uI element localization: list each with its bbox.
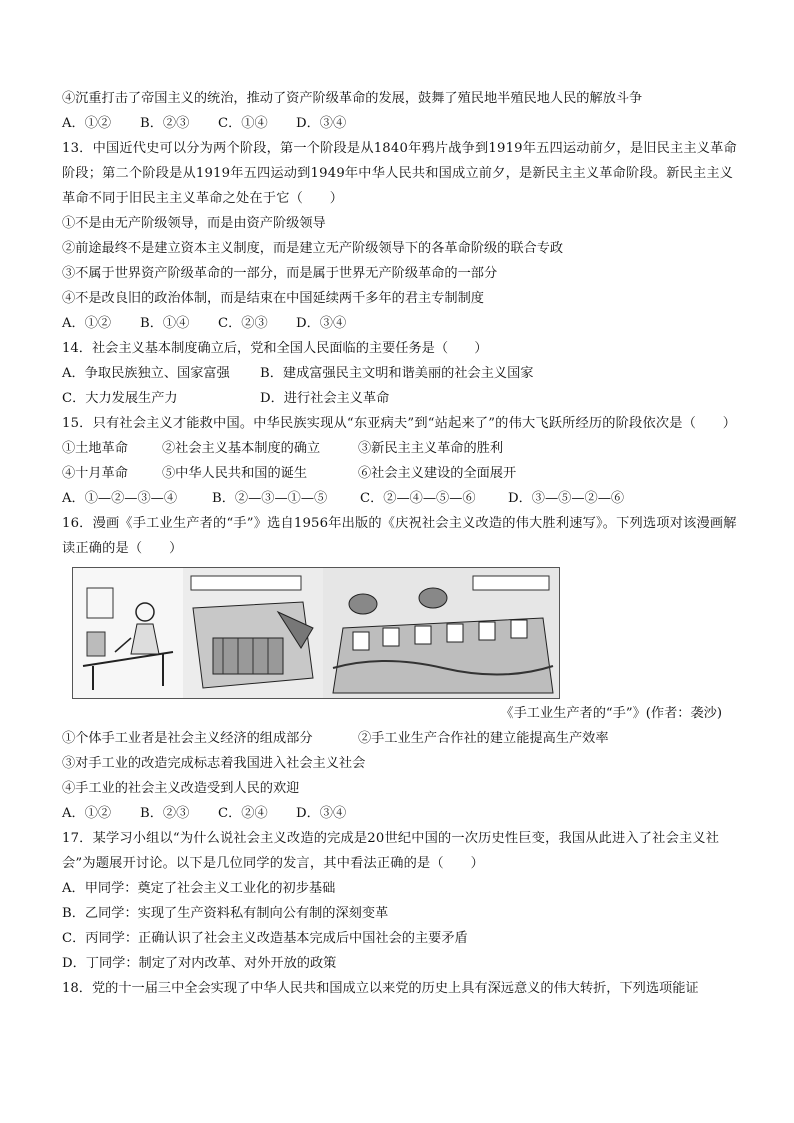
q13-item-4: ④不是改良旧的政治体制，而是结束在中国延续两千多年的君主专制制度 bbox=[62, 291, 484, 306]
q15-option-b[interactable]: B．②—③—①—⑤ bbox=[212, 491, 328, 506]
q15-option-c[interactable]: C．②—④—⑤—⑥ bbox=[360, 491, 476, 506]
cartoon-panel-parade bbox=[323, 568, 559, 698]
q12-options bbox=[62, 111, 742, 136]
q15-items-row2 bbox=[62, 461, 742, 486]
q13-option-c[interactable]: C．②③ bbox=[218, 316, 268, 331]
q16-item-4: ④手工业的社会主义改造受到人民的欢迎 bbox=[62, 781, 300, 796]
q17-option-b[interactable]: B．乙同学：实现了生产资料私有制向公有制的深刻变革 bbox=[62, 906, 389, 921]
q17-option-c[interactable]: C．丙同学：正确认识了社会主义改造基本完成后中国社会的主要矛盾 bbox=[62, 931, 468, 946]
q13-item-1: ①不是由无产阶级领导，而是由资产阶级领导 bbox=[62, 216, 326, 231]
q13-stem: 13．中国近代史可以分为两个阶段，第一个阶段是从1840年鸦片战争到1919年五四运动前夕，是旧民主主义革命阶段；第二个阶段是从1919年五四运动到1949年中华人民共和国成立前夕，是新民主主义革命阶段。新民主主义革命不同于旧民主主义革命之处在于它（ ） bbox=[62, 141, 737, 206]
q13-option-d[interactable]: D．③④ bbox=[296, 316, 347, 331]
q14-option-b[interactable]: B．建成富强民主文明和谐美丽的社会主义国家 bbox=[260, 366, 534, 381]
q12-item-4: ④沉重打击了帝国主义的统治，推动了资产阶级革命的发展，鼓舞了殖民地半殖民地人民的解放斗争 bbox=[62, 91, 643, 106]
q13-options bbox=[62, 311, 742, 336]
q15-option-d[interactable]: D．③—⑤—②—⑥ bbox=[508, 491, 625, 506]
q15-option-a[interactable]: A．①—②—③—④ bbox=[62, 491, 178, 506]
cartoon-caption: 《手工业生产者的“手”》(作者：袭沙) bbox=[500, 706, 722, 721]
q14-stem: 14．社会主义基本制度确立后，党和全国人民面临的主要任务是（ ） bbox=[62, 341, 488, 356]
cartoon-panel-2-drawing bbox=[183, 568, 323, 698]
q13-item-3: ③不属于世界资产阶级革命的一部分，而是属于世界无产阶级革命的一部分 bbox=[62, 266, 498, 281]
q18-stem: 18．党的十一届三中全会实现了中华人民共和国成立以来党的历史上具有深远意义的伟大转折，下列选项能证 bbox=[62, 981, 699, 996]
q15-item-4: ④十月革命 bbox=[62, 466, 128, 481]
q15-item-3: ③新民主主义革命的胜利 bbox=[358, 441, 504, 456]
q17-stem: 17．某学习小组以“为什么说社会主义改造的完成是20世纪中国的一次历史性巨变，我国从此进入了社会主义社会”为题展开讨论。以下是几位同学的发言，其中看法正确的是（ ） bbox=[62, 831, 720, 871]
q13-item-2: ②前途最终不是建立资本主义制度，而是建立无产阶级领导下的各革命阶级的联合专政 bbox=[62, 241, 564, 256]
cartoon-panel-1-drawing bbox=[73, 568, 183, 698]
q17-option-d[interactable]: D．丁同学：制定了对内改革、对外开放的政策 bbox=[62, 956, 337, 971]
q16-item-2: ②手工业生产合作社的建立能提高生产效率 bbox=[358, 731, 609, 746]
q14-options-row2 bbox=[62, 386, 742, 411]
q14-options-row1 bbox=[62, 361, 742, 386]
cartoon-panel-cooperative bbox=[183, 568, 324, 698]
q16-items-row1 bbox=[62, 726, 742, 751]
q16-option-d[interactable]: D．③④ bbox=[296, 806, 347, 821]
q17-option-a[interactable]: A．甲同学：奠定了社会主义工业化的初步基础 bbox=[62, 881, 336, 896]
q16-options bbox=[62, 801, 742, 826]
q16-stem: 16．漫画《手工业生产者的“手”》选自1956年出版的《庆祝社会主义改造的伟大胜利速写》。下列选项对该漫画解读正确的是（ ） bbox=[62, 516, 737, 556]
q16-item-3: ③对手工业的改造完成标志着我国进入社会主义社会 bbox=[62, 756, 366, 771]
cartoon-image bbox=[72, 567, 560, 699]
q16-option-a[interactable]: A．①② bbox=[62, 806, 112, 821]
exam-page bbox=[62, 86, 742, 1001]
q15-item-5: ⑤中华人民共和国的诞生 bbox=[162, 466, 308, 481]
q16-option-c[interactable]: C．②④ bbox=[218, 806, 268, 821]
q15-item-2: ②社会主义基本制度的确立 bbox=[162, 441, 321, 456]
q15-item-6: ⑥社会主义建设的全面展开 bbox=[358, 466, 517, 481]
q14-option-c[interactable]: C．大力发展生产力 bbox=[62, 391, 178, 406]
q14-option-a[interactable]: A．争取民族独立、国家富强 bbox=[62, 366, 230, 381]
q13-option-a[interactable]: A．①② bbox=[62, 316, 112, 331]
q16-item-1: ①个体手工业者是社会主义经济的组成部分 bbox=[62, 731, 313, 746]
q15-stem: 15．只有社会主义才能救中国。中华民族实现从“东亚病夫”到“站起来了”的伟大飞跃所经历的阶段依次是（ ） bbox=[62, 416, 737, 431]
q15-options bbox=[62, 486, 742, 511]
q12-option-b[interactable]: B．②③ bbox=[140, 116, 190, 131]
q12-option-d[interactable]: D．③④ bbox=[296, 116, 347, 131]
q15-item-1: ①土地革命 bbox=[62, 441, 128, 456]
cartoon-panel-individual-worker bbox=[73, 568, 184, 698]
q12-option-a[interactable]: A．①② bbox=[62, 116, 112, 131]
q12-option-c[interactable]: C．①④ bbox=[218, 116, 268, 131]
cartoon-panel-3-drawing bbox=[323, 568, 559, 698]
q14-option-d[interactable]: D．进行社会主义革命 bbox=[260, 391, 390, 406]
q13-option-b[interactable]: B．①④ bbox=[140, 316, 190, 331]
q16-option-b[interactable]: B．②③ bbox=[140, 806, 190, 821]
q15-items-row1 bbox=[62, 436, 742, 461]
